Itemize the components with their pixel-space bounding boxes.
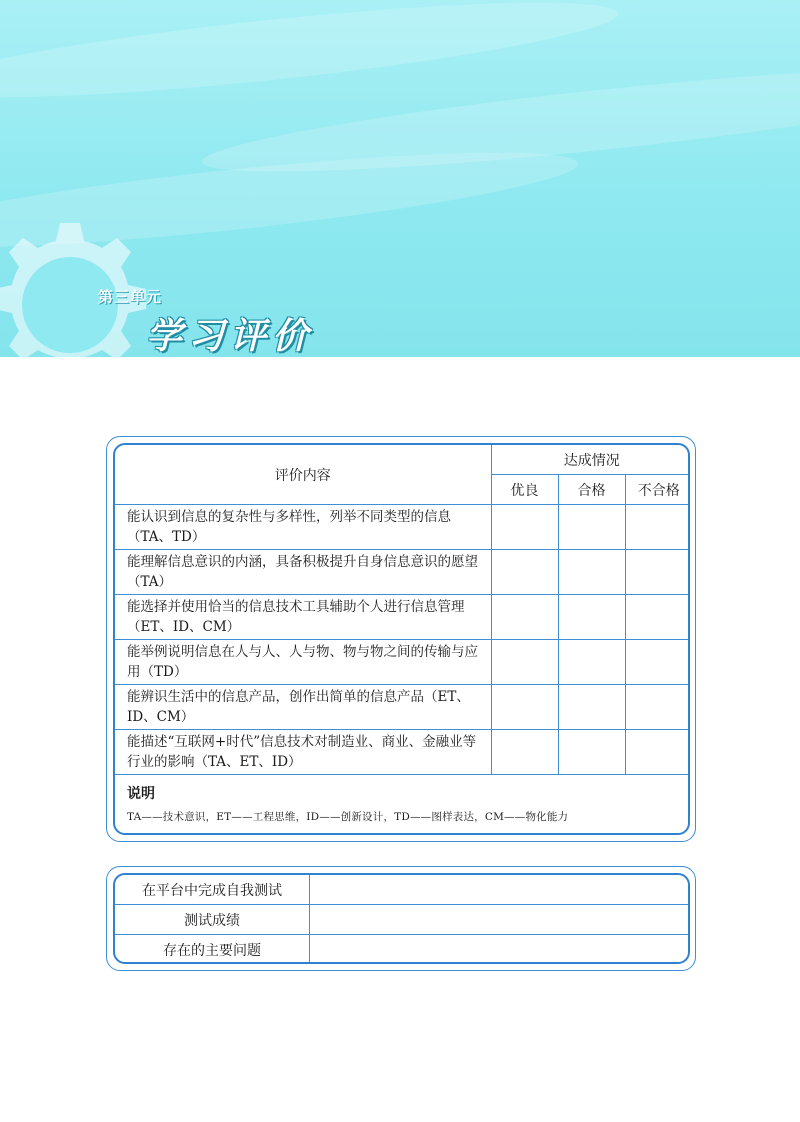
check-cell-excellent[interactable] [491,730,558,775]
column-header-pass: 合格 [558,475,625,505]
notes-text: TA——技术意识，ET——工程思维，ID——创新设计，TD——图样表达，CM——物化能力 [127,811,569,823]
check-cell-fail[interactable] [625,730,690,775]
check-cell-fail[interactable] [625,685,690,730]
self-test-field[interactable] [310,875,689,905]
score-field[interactable] [310,905,689,935]
evaluation-item: 能理解信息意识的内涵，具备积极提升自身信息意识的愿望（TA） [115,550,491,595]
unit-label: 第三单元 [98,288,163,306]
evaluation-item: 能描述“互联网+时代”信息技术对制造业、商业、金融业等行业的影响（TA、ET、ID） [115,730,491,775]
evaluation-item: 能举例说明信息在人与人、人与物、物与物之间的传输与应用（TD） [115,640,491,685]
table-row [115,875,688,905]
column-header-content: 评价内容 [115,445,491,505]
table-row [115,550,690,595]
header-banner [0,0,800,357]
check-cell-fail[interactable] [625,595,690,640]
evaluation-item: 能辨识生活中的信息产品，创作出简单的信息产品（ET、ID、CM） [115,685,491,730]
table-row [115,640,690,685]
check-cell-pass[interactable] [558,550,625,595]
gear-icon [0,205,170,357]
column-header-excellent: 优良 [491,475,558,505]
check-cell-pass[interactable] [558,595,625,640]
self-test-label: 在平台中完成自我测试 [115,875,310,905]
problems-label: 存在的主要问题 [115,935,310,965]
check-cell-fail[interactable] [625,505,690,550]
check-cell-pass[interactable] [558,730,625,775]
table-row [115,685,690,730]
page-title: 学习评价 [146,316,315,357]
notes-section [115,775,688,824]
evaluation-table [115,445,690,775]
check-cell-excellent[interactable] [491,505,558,550]
problems-field[interactable] [310,935,689,965]
table-row [115,730,690,775]
evaluation-item: 能选择并使用恰当的信息技术工具辅助个人进行信息管理（ET、ID、CM） [115,595,491,640]
table-row [115,505,690,550]
score-label: 测试成绩 [115,905,310,935]
self-test-panel [113,873,690,964]
check-cell-pass[interactable] [558,505,625,550]
table-row [115,595,690,640]
column-header-fail: 不合格 [625,475,690,505]
check-cell-excellent[interactable] [491,595,558,640]
check-cell-excellent[interactable] [491,685,558,730]
self-test-table [115,875,688,964]
table-row [115,935,688,965]
table-row [115,905,688,935]
check-cell-fail[interactable] [625,640,690,685]
notes-heading: 说明 [127,786,155,802]
check-cell-pass[interactable] [558,640,625,685]
check-cell-excellent[interactable] [491,550,558,595]
column-header-achievement: 达成情况 [491,445,690,475]
check-cell-excellent[interactable] [491,640,558,685]
check-cell-fail[interactable] [625,550,690,595]
evaluation-panel [113,443,690,835]
check-cell-pass[interactable] [558,685,625,730]
evaluation-item: 能认识到信息的复杂性与多样性，列举不同类型的信息（TA、TD） [115,505,491,550]
